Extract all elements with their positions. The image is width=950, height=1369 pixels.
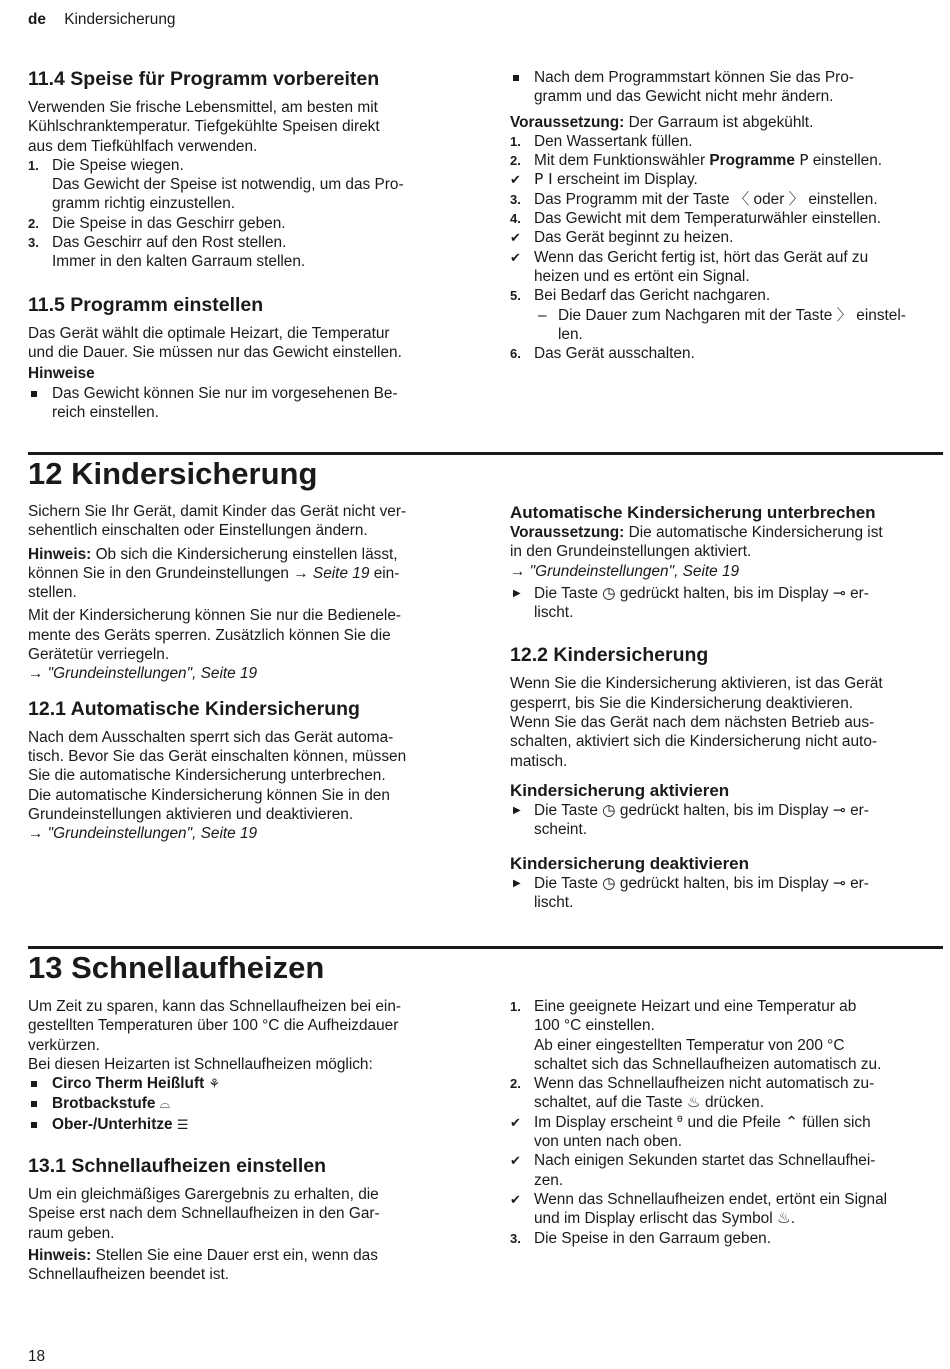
- step-text: Die Speise in den Garraum geben.: [534, 1229, 771, 1247]
- heading-activate: Kindersicherung aktivieren: [510, 780, 730, 800]
- s13-result-3: [510, 1190, 942, 1229]
- sub-step-text: Die Dauer zum Nachgaren mit der Taste: [558, 306, 833, 324]
- page-reference-link[interactable]: → Seite 19: [293, 564, 370, 582]
- heading-12-1: 12.1 Automatische Kindersicherung: [28, 697, 360, 720]
- clock-icon: ◷: [602, 873, 616, 892]
- s12-2-paragraph: schalten, aktiviert sich die Kindersicherung nicht auto-: [510, 733, 878, 751]
- s12-hint-line: [28, 564, 460, 583]
- thermometer-icon: ᶿ: [676, 1112, 684, 1131]
- step-text: schaltet sich das Schnellaufheizen automatisch zu.: [534, 1055, 882, 1073]
- s11-5-step-5-sub: [510, 306, 942, 345]
- hint-text: ein-: [373, 564, 400, 582]
- s12-1-paragraph: Sie die automatische Kindersicherung unterbrechen.: [28, 767, 386, 785]
- result-text: füllen sich: [802, 1113, 871, 1131]
- step-text: Das Geschirr auf den Rost stellen.: [52, 234, 287, 252]
- s12-paragraph: mente des Geräts sperren. Zusätzlich können Sie die: [28, 626, 391, 644]
- step-number: 2.: [510, 1076, 521, 1092]
- result-text: Nach einigen Sekunden startet das Schnellaufhei-: [534, 1152, 876, 1170]
- step-text: drücken.: [704, 1094, 764, 1112]
- mode-item-circo-therm: [28, 1074, 460, 1094]
- activate-step: [510, 801, 942, 840]
- section-13-rule: [28, 946, 943, 949]
- heading-13: 13 Schnellaufheizen: [28, 950, 325, 985]
- auto-action-step: [510, 584, 942, 623]
- s12-1-paragraph: Grundeinstellungen aktivieren und deaktivieren.: [28, 805, 354, 823]
- s11-5-step-4: [510, 209, 942, 228]
- s13-result-2: [510, 1151, 942, 1190]
- result-text: zen.: [534, 1171, 564, 1189]
- note-item-1: [28, 384, 460, 423]
- prereq-label: Voraussetzung:: [510, 113, 625, 131]
- result-text: Das Gerät beginnt zu heizen.: [534, 229, 734, 247]
- s11-5-result-2: [510, 228, 942, 247]
- s13-hint-line: [28, 1246, 460, 1265]
- result-text: Im Display erscheint: [534, 1113, 673, 1131]
- s11-5-intro-1: Das Gerät wählt die optimale Heizart, die Temperatur: [28, 324, 390, 342]
- step-number: 3.: [28, 235, 39, 251]
- fan-heat-icon: ⚘: [208, 1077, 221, 1093]
- auto-prereq-line: [510, 523, 942, 542]
- section-12-left-column: [28, 502, 460, 843]
- s13-step-2: [510, 1074, 942, 1113]
- step-text: gedrückt halten, bis im Display: [619, 584, 829, 602]
- hint-text: können Sie in den Grundeinstellungen: [28, 564, 289, 582]
- result-text: erscheint im Display.: [557, 171, 698, 189]
- s13-intro: verkürzen.: [28, 1036, 100, 1054]
- prereq-text: in den Grundeinstellungen aktiviert.: [510, 543, 752, 561]
- result-text: und die Pfeile: [687, 1113, 781, 1131]
- s11-5-step-2: [510, 151, 942, 170]
- prereq-label: Voraussetzung:: [510, 524, 625, 541]
- s11-4-step-1: [28, 156, 460, 214]
- top-bottom-heat-icon: ☰: [176, 1117, 189, 1133]
- checkmark-icon: ✔: [510, 1191, 521, 1207]
- s12-2-paragraph: gesperrt, bis Sie die Kindersicherung deaktivieren.: [510, 694, 854, 712]
- step-text: 100 °C einstellen.: [534, 1017, 655, 1035]
- result-text: .: [790, 1210, 796, 1228]
- step-text: Ab einer eingestellten Temperatur von 200 °C: [534, 1036, 845, 1054]
- step-text: gedrückt halten, bis im Display: [619, 801, 829, 819]
- step-text: einstellen.: [808, 190, 878, 208]
- action-arrow-icon: ▶: [513, 877, 521, 889]
- section-11-right-column: [510, 68, 942, 363]
- dash-marker: –: [538, 306, 547, 324]
- step-text: Das Gewicht mit dem Temperaturwähler einstellen.: [534, 210, 882, 228]
- bullet-square: [31, 1101, 37, 1107]
- s11-5-result-1: [510, 170, 942, 189]
- mode-label: Circo Therm Heißluft: [52, 1075, 205, 1093]
- grundeinstellungen-reference-link[interactable]: → "Grundeinstellungen", Seite 19: [28, 665, 258, 683]
- bullet-square: [31, 391, 37, 397]
- step-text: Mit dem Funktionswähler: [534, 152, 706, 170]
- mode-label: Brotbackstufe: [52, 1095, 156, 1113]
- hint-text: stellen.: [28, 584, 77, 602]
- heading-11-5: 11.5 Programm einstellen: [28, 293, 264, 316]
- step-text: Das Gerät ausschalten.: [534, 345, 695, 363]
- step-text: Das Gewicht der Speise ist notwendig, um das Pro-: [52, 176, 404, 194]
- hint-text: Stellen Sie eine Dauer erst ein, wenn das: [95, 1246, 378, 1264]
- s11-5-intro-2: und die Dauer. Sie müssen nur das Gewicht einstellen.: [28, 343, 402, 361]
- s12-1-paragraph: Nach dem Ausschalten sperrt sich das Gerät automa-: [28, 728, 394, 746]
- grundeinstellungen-reference-link[interactable]: → "Grundeinstellungen", Seite 19: [510, 562, 740, 580]
- prereq-text: Der Garraum ist abgekühlt.: [628, 113, 814, 131]
- s13-intro: gestellten Temperaturen über 100 °C die Aufheizdauer: [28, 1017, 399, 1035]
- heading-13-1: 13.1 Schnellaufheizen einstellen: [28, 1155, 327, 1178]
- step-number: 1.: [510, 999, 521, 1014]
- header-title: Kindersicherung: [64, 11, 176, 28]
- chevron-left-icon: 〈: [733, 189, 750, 208]
- s11-5-step-5: [510, 286, 942, 305]
- s12-paragraph: Gerätetür verriegeln.: [28, 646, 170, 664]
- grundeinstellungen-reference-link[interactable]: → "Grundeinstellungen", Seite 19: [28, 825, 258, 843]
- step-text: Den Wassertank füllen.: [534, 132, 693, 150]
- s12-2-paragraph: matisch.: [510, 752, 568, 770]
- hint-text: Ob sich die Kindersicherung einstellen lässt,: [95, 545, 398, 563]
- programme-label: Programme: [709, 152, 795, 170]
- step-number: 2.: [28, 215, 39, 231]
- chevron-right-icon: 〉: [788, 189, 805, 208]
- s11-4-intro-3: aus dem Tiefkühlfach verwenden.: [28, 137, 258, 155]
- s13-intro: Bei diesen Heizarten ist Schnellaufheizen möglich:: [28, 1055, 373, 1073]
- step-number: 4.: [510, 211, 521, 227]
- s13-1-paragraph: raum geben.: [28, 1224, 115, 1242]
- step-text: Die Speise in das Geschirr geben.: [52, 214, 286, 232]
- section-11-left-column: [28, 67, 460, 422]
- step-text: er-: [850, 874, 869, 892]
- step-text: er-: [850, 584, 869, 602]
- heading-deactivate: Kindersicherung deaktivieren: [510, 853, 750, 873]
- action-arrow-icon: ▶: [513, 587, 521, 599]
- key-lock-icon: ⊸: [832, 583, 846, 602]
- s12-intro: Sichern Sie Ihr Gerät, damit Kinder das Gerät nicht ver-: [28, 503, 407, 520]
- checkmark-icon: ✔: [510, 249, 521, 265]
- step-text: Die Taste: [534, 584, 598, 602]
- step-text: Immer in den kalten Garraum stellen.: [52, 253, 306, 271]
- s11-4-intro-1: Verwenden Sie frische Lebensmittel, am besten mit: [28, 99, 378, 116]
- step-text: einstellen.: [812, 152, 883, 170]
- s13-step-3: [510, 1229, 942, 1248]
- sub-step-text: len.: [558, 325, 583, 343]
- step-text: Die Taste: [534, 801, 598, 819]
- note-item-2: [510, 68, 942, 107]
- prereq-text: Die automatische Kindersicherung ist: [628, 524, 883, 541]
- s12-2-paragraph: Wenn Sie die Kindersicherung aktivieren, ist das Gerät: [510, 675, 883, 693]
- mode-item-ober-unterhitze: [28, 1115, 460, 1135]
- s12-1-paragraph: tisch. Bevor Sie das Gerät einschalten können, müssen: [28, 747, 407, 765]
- s13-1-paragraph: Speise erst nach dem Schnellaufheizen in den Gar-: [28, 1205, 380, 1223]
- clock-icon: ◷: [602, 800, 616, 819]
- s11-5-step-3: [510, 190, 942, 209]
- step-number: 3.: [510, 191, 521, 207]
- clock-icon: ◷: [602, 583, 616, 602]
- prereq-line: [510, 113, 942, 132]
- page-number: 18: [28, 1348, 46, 1365]
- result-text: von unten nach oben.: [534, 1133, 683, 1151]
- s13-step-1: [510, 997, 942, 1074]
- section-12-right-column: [510, 502, 942, 912]
- section-13-right-column: [510, 997, 942, 1248]
- mode-label: Ober-/Unterhitze: [52, 1115, 173, 1133]
- chevron-right-icon: 〉: [836, 305, 852, 324]
- action-arrow-icon: ▶: [513, 804, 521, 816]
- s11-5-step-6: [510, 344, 942, 363]
- hint-text: Schnellaufheizen beendet ist.: [28, 1266, 230, 1284]
- checkmark-icon: ✔: [510, 1153, 521, 1169]
- program-p-icon: P: [799, 151, 809, 170]
- step-text: Die Speise wiegen.: [52, 156, 184, 174]
- step-text: Bei Bedarf das Gericht nachgaren.: [534, 287, 771, 305]
- s13-1-paragraph: Um ein gleichmäßiges Garergebnis zu erhalten, die: [28, 1186, 379, 1204]
- display-program-icon: P I: [534, 170, 553, 189]
- deactivate-step: [510, 874, 942, 913]
- step-text: Das Programm mit der Taste: [534, 190, 730, 208]
- result-text: und im Display erlischt das Symbol: [534, 1210, 773, 1228]
- section-12-rule: [28, 452, 943, 455]
- s11-4-step-2: [28, 214, 460, 233]
- s13-result-1: [510, 1113, 942, 1152]
- heading-auto-unterbrechen: Automatische Kindersicherung unterbrechen: [510, 503, 876, 522]
- step-text: gedrückt halten, bis im Display: [619, 874, 829, 892]
- notes-heading: Hinweise: [28, 365, 95, 383]
- step-text: er-: [850, 801, 869, 819]
- heading-12-2: 12.2 Kindersicherung: [510, 644, 709, 667]
- result-text: Wenn das Schnellaufheizen endet, ertönt ein Signal: [534, 1190, 888, 1208]
- note-text: Das Gewicht können Sie nur im vorgesehenen Be-: [52, 384, 398, 402]
- sub-step-text: einstel-: [856, 306, 906, 324]
- rapid-heat-icon: ♨: [776, 1209, 791, 1228]
- header-language: de: [28, 11, 46, 28]
- result-text: Wenn das Gericht fertig ist, hört das Gerät auf zu: [534, 248, 869, 266]
- checkmark-icon: ✔: [510, 230, 521, 246]
- step-text: oder: [753, 190, 785, 208]
- section-13-left-column: [28, 997, 460, 1285]
- step-text: scheint.: [534, 821, 588, 839]
- s12-1-paragraph: Die automatische Kindersicherung können Sie in den: [28, 786, 390, 804]
- checkmark-icon: ✔: [510, 172, 521, 188]
- step-text: gramm richtig einzustellen.: [52, 195, 236, 213]
- note-text: Nach dem Programmstart können Sie das Pro-: [534, 69, 854, 86]
- step-text: schaltet, auf die Taste: [534, 1094, 683, 1112]
- key-lock-icon: ⊸: [832, 873, 846, 892]
- s12-hint-line: [28, 545, 460, 564]
- s11-5-step-1: [510, 132, 942, 151]
- s11-4-intro-2: Kühlschranktemperatur. Tiefgekühlte Speisen direkt: [28, 118, 380, 136]
- step-text: lischt.: [534, 604, 574, 622]
- step-number: 6.: [510, 346, 521, 362]
- step-text: Wenn das Schnellaufheizen nicht automatisch zu-: [534, 1075, 875, 1093]
- step-number: 1.: [510, 133, 521, 149]
- bullet-square: [31, 1122, 37, 1128]
- hint-label: Hinweis:: [28, 545, 92, 563]
- arrow-up-icon: ⌃: [785, 1112, 798, 1131]
- key-lock-icon: ⊸: [832, 800, 846, 819]
- step-text: Die Taste: [534, 874, 598, 892]
- step-number: 3.: [510, 1230, 521, 1246]
- s11-5-result-3: [510, 248, 942, 287]
- checkmark-icon: ✔: [510, 1114, 521, 1130]
- note-text: reich einstellen.: [52, 403, 159, 421]
- s12-paragraph: Mit der Kindersicherung können Sie nur die Bedienele-: [28, 607, 402, 625]
- step-text: Eine geeignete Heizart und eine Temperatur ab: [534, 998, 857, 1015]
- bullet-square: [31, 1081, 37, 1087]
- step-text: lischt.: [534, 893, 574, 911]
- step-number: 2.: [510, 153, 521, 169]
- step-number: 1.: [28, 157, 39, 173]
- result-text: heizen und es ertönt ein Signal.: [534, 267, 750, 285]
- note-text: gramm und das Gewicht nicht mehr ändern.: [534, 88, 834, 106]
- s12-2-paragraph: Wenn Sie das Gerät nach dem nächsten Betrieb aus-: [510, 714, 875, 732]
- heading-12: 12 Kindersicherung: [28, 456, 318, 491]
- page-header: [28, 10, 175, 29]
- s11-4-step-3: [28, 233, 460, 272]
- bread-icon: ⌓: [159, 1097, 171, 1113]
- heading-11-4: 11.4 Speise für Programm vorbereiten: [28, 68, 380, 90]
- step-number: 5.: [510, 288, 521, 304]
- s13-intro: Um Zeit zu sparen, kann das Schnellaufheizen bei ein-: [28, 998, 402, 1015]
- rapid-heat-key-icon: ♨: [686, 1093, 701, 1112]
- hint-label: Hinweis:: [28, 1246, 92, 1264]
- s12-intro: sehentlich einschalten oder Einstellungen ändern.: [28, 522, 368, 540]
- mode-item-brotbackstufe: [28, 1094, 460, 1114]
- bullet-square: [513, 75, 519, 81]
